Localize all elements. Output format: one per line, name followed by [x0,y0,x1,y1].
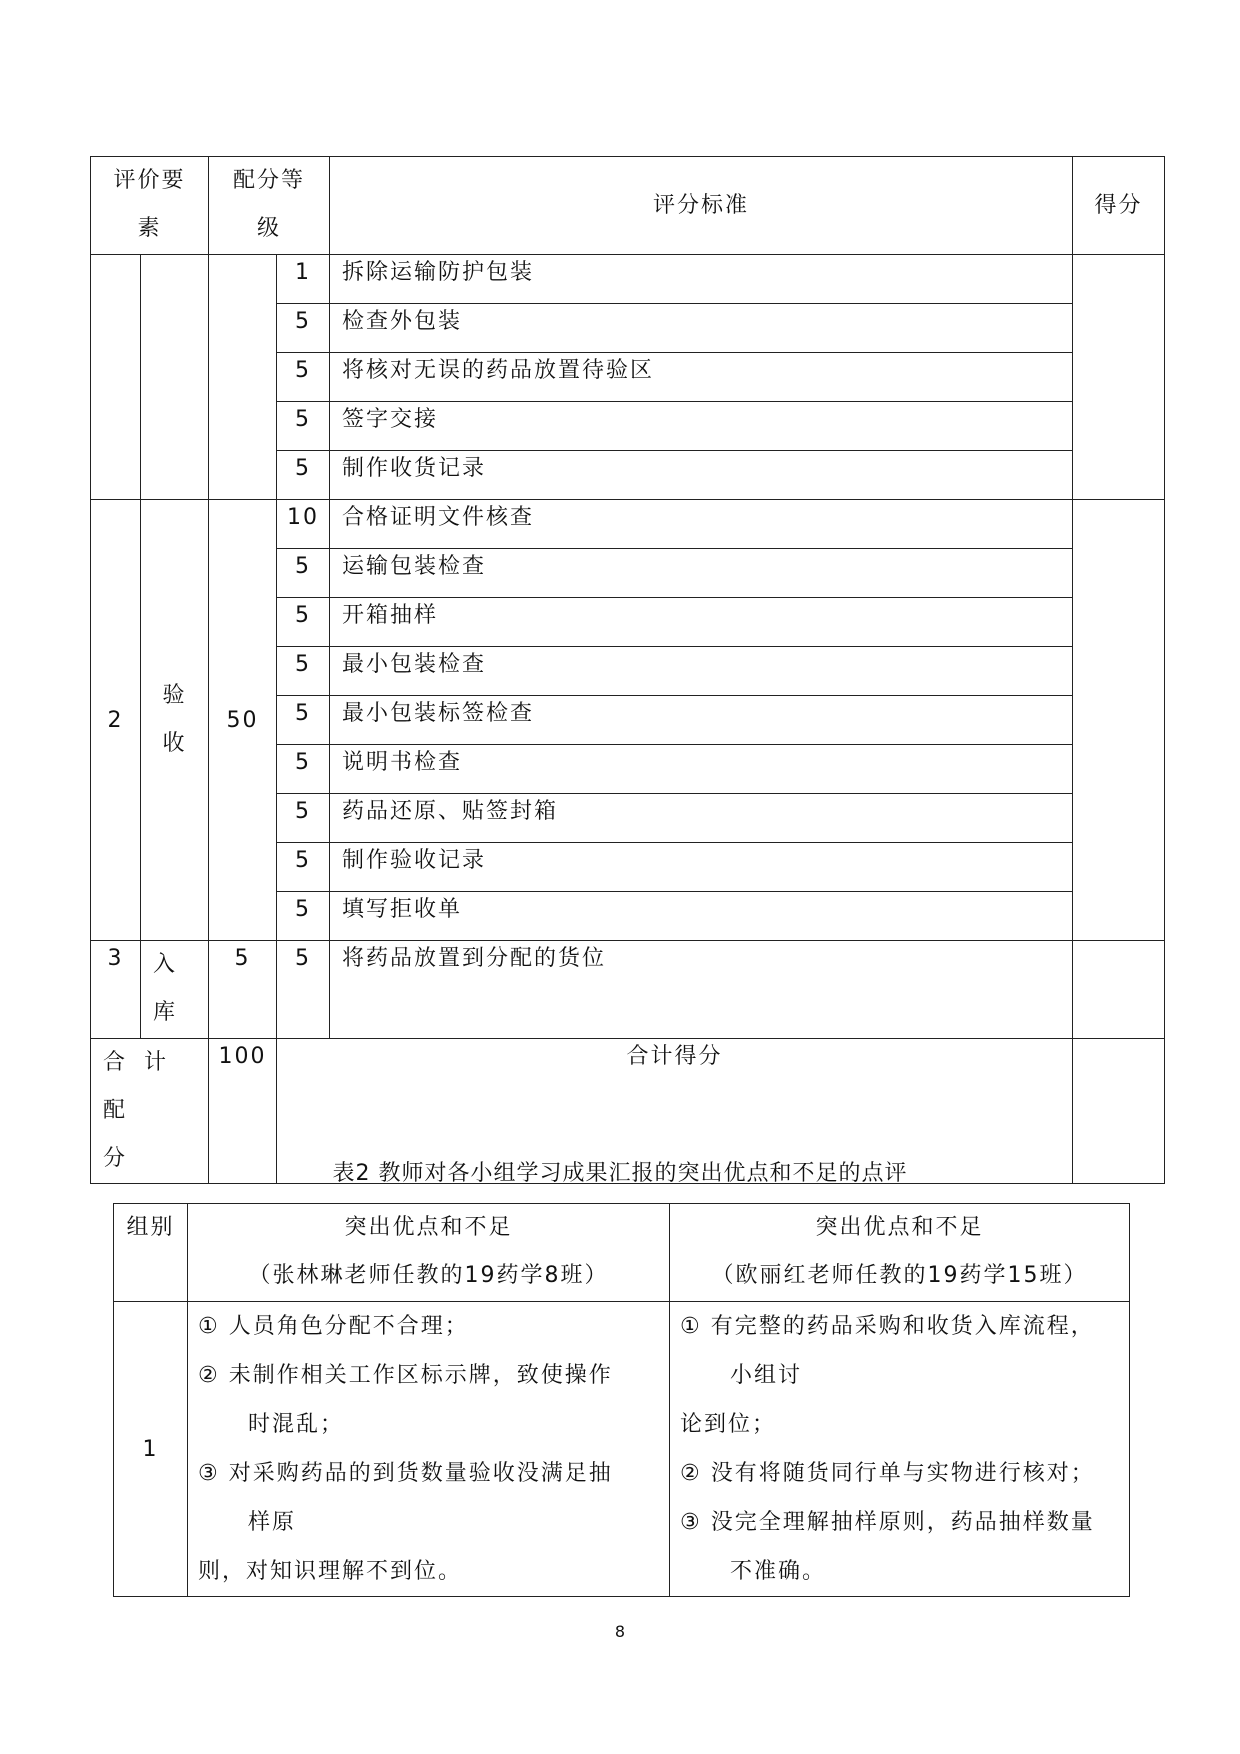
comment-line: 时混乱； [248,1412,345,1437]
criterion-cell: 将药品放置到分配的货位 [330,941,1073,1039]
comment-line: ③ 没完全理解抽样原则，药品抽样数量 [680,1510,1095,1535]
criterion-cell: 开箱抽样 [330,598,1073,647]
review-table-header [114,1204,1130,1302]
class-a-comments [188,1302,670,1597]
points-cell: 5 [277,745,330,794]
section1-index [91,255,141,500]
table-row [114,1302,1130,1597]
header-group: 组别 [114,1204,188,1302]
criterion-cell: 最小包装标签检查 [330,696,1073,745]
points-cell: 5 [277,451,330,500]
points-cell: 5 [277,794,330,843]
section3-index: 3 [91,941,141,1039]
header-criteria: 评分标准 [330,157,1073,255]
points-cell: 5 [277,549,330,598]
criterion-cell: 运输包装检查 [330,549,1073,598]
criterion-cell: 药品还原、贴签封箱 [330,794,1073,843]
points-cell: 5 [277,598,330,647]
section1-label [141,255,209,500]
criterion-cell: 说明书检查 [330,745,1073,794]
comment-line: ② 没有将随货同行单与实物进行核对； [680,1461,1095,1486]
section2-total: 50 [209,500,277,941]
comment-line: 小组讨 [730,1363,803,1388]
section3-score [1073,941,1165,1039]
points-cell: 5 [277,402,330,451]
criterion-cell: 拆除运输防护包装 [330,255,1073,304]
section1-total [209,255,277,500]
section1-score [1073,255,1165,500]
points-cell: 5 [277,941,330,1039]
points-cell: 5 [277,892,330,941]
points-cell: 1 [277,255,330,304]
comment-line: ② 未制作相关工作区标示牌，致使操作 [198,1363,613,1388]
header-class-b: 突出优点和不足 （欧丽红老师任教的19药学15班） [670,1204,1130,1302]
group-number: 1 [114,1302,188,1597]
header-grade: 配分等 级 [209,157,330,255]
criterion-cell: 填写拒收单 [330,892,1073,941]
comment-line: 则，对知识理解不到位。 [198,1559,463,1584]
section2-index: 2 [91,500,141,941]
comment-line: ③ 对采购药品的到货数量验收没满足抽 [198,1461,613,1486]
total-label: 合 计 配 分 [91,1039,209,1184]
review-table [113,1203,1130,1597]
section3-total: 5 [209,941,277,1039]
total-points: 100 [209,1039,277,1184]
comment-line: ① 人员角色分配不合理； [198,1314,469,1339]
points-cell: 5 [277,696,330,745]
header-class-a: 突出优点和不足 （张林琳老师任教的19药学8班） [188,1204,670,1302]
comment-line: 不准确。 [730,1559,827,1584]
criterion-cell: 制作收货记录 [330,451,1073,500]
section3-label: 入 库 [141,941,209,1039]
criterion-cell: 检查外包装 [330,304,1073,353]
points-cell: 5 [277,647,330,696]
total-score-label: 合计得分 [277,1039,1073,1184]
comment-line: ① 有完整的药品采购和收货入库流程， [680,1314,1095,1339]
comment-line: 样原 [248,1510,297,1535]
header-score: 得分 [1073,157,1165,255]
scoring-table [90,156,1165,1184]
table-row [91,255,1165,304]
criterion-cell: 合格证明文件核查 [330,500,1073,549]
table-row [91,500,1165,549]
points-cell: 5 [277,843,330,892]
points-cell: 10 [277,500,330,549]
section2-label: 验 收 [141,500,209,941]
points-cell: 5 [277,304,330,353]
class-b-comments [670,1302,1130,1597]
table-row [91,941,1165,1039]
points-cell: 5 [277,353,330,402]
page-number: 8 [614,1622,626,1641]
comment-line: 论到位； [680,1412,777,1437]
header-element: 评价要 素 [91,157,209,255]
criterion-cell: 制作验收记录 [330,843,1073,892]
section2-score [1073,500,1165,941]
criterion-cell: 最小包装检查 [330,647,1073,696]
criterion-cell: 签字交接 [330,402,1073,451]
scoring-table-header [91,157,1165,255]
criterion-cell: 将核对无误的药品放置待验区 [330,353,1073,402]
table2-caption: 表2 教师对各小组学习成果汇报的突出优点和不足的点评 [332,1161,908,1186]
